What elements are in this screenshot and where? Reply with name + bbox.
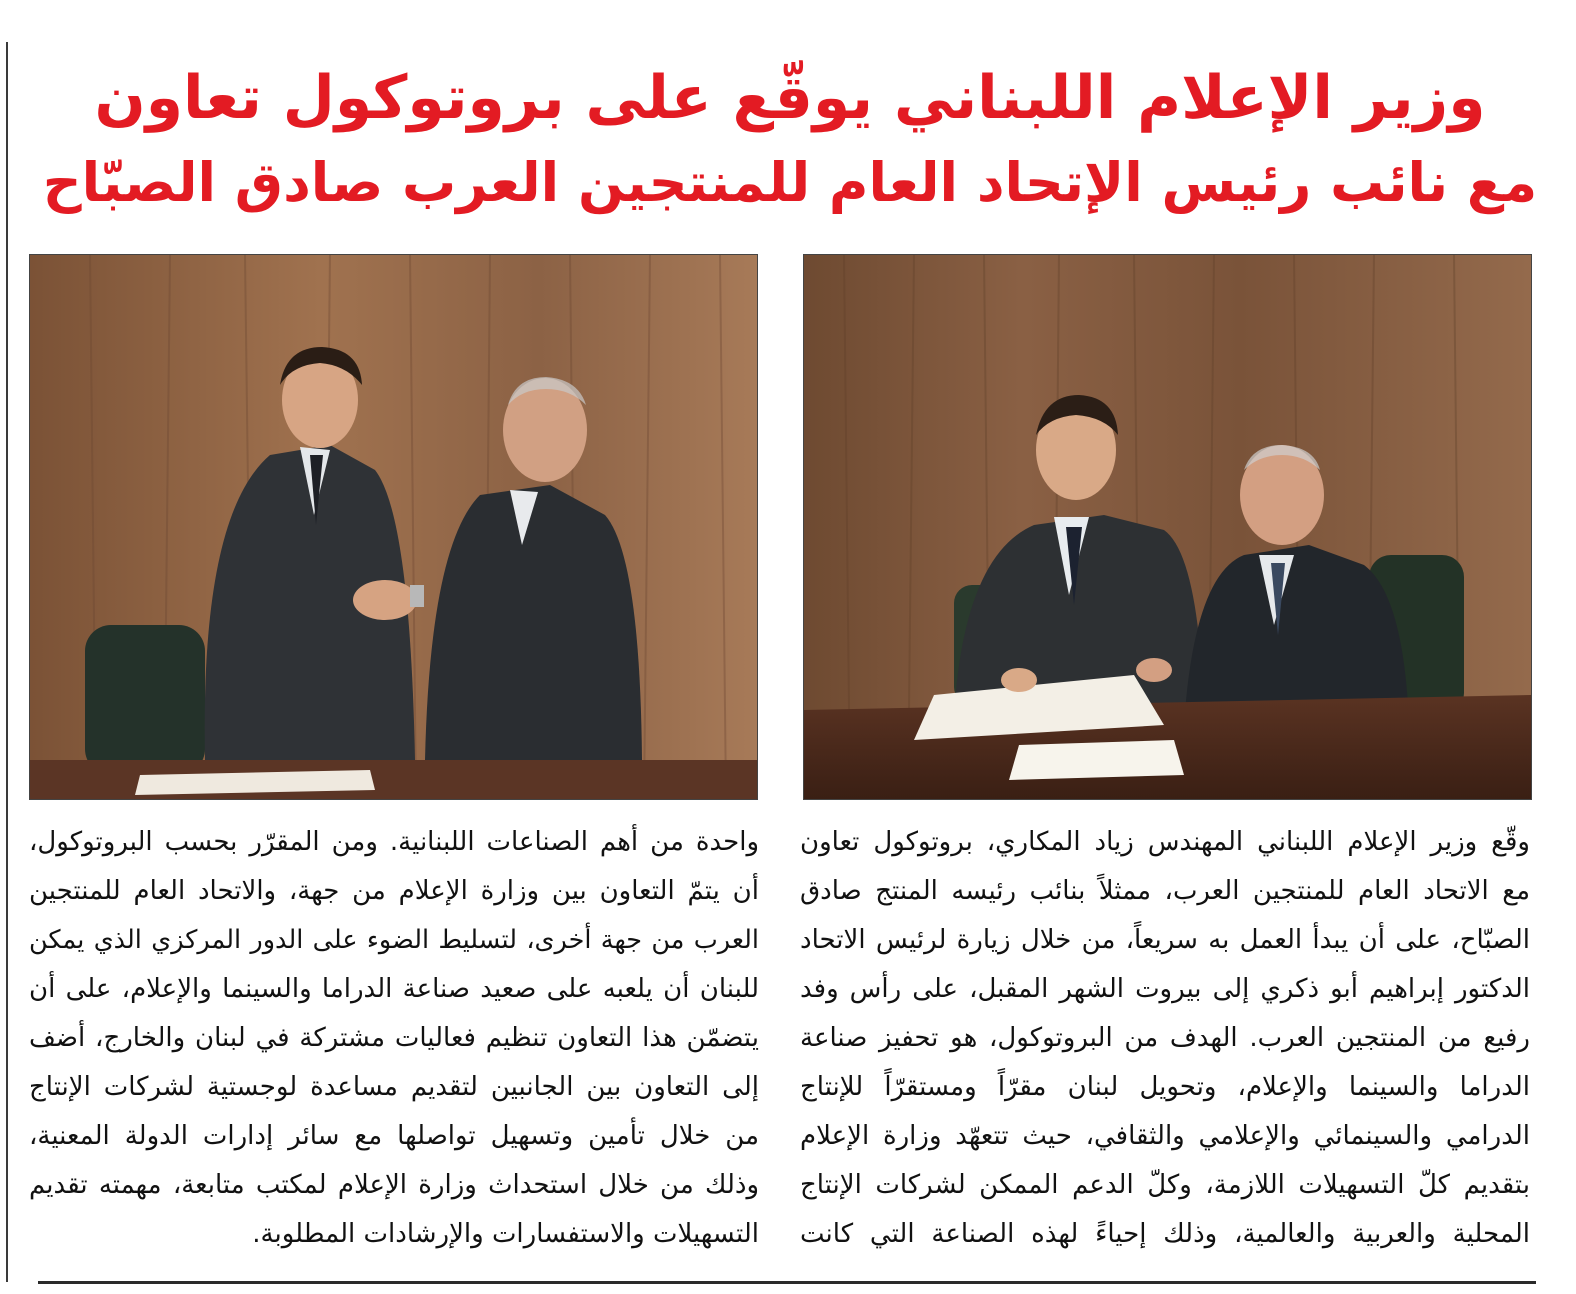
photo-handshake bbox=[29, 254, 758, 800]
article-column-right bbox=[800, 818, 1530, 1259]
article-line: يتضمّن هذا التعاون تنظيم فعاليات مشتركة في لبنان والخارج، أضف bbox=[29, 1023, 759, 1053]
article-column-left bbox=[29, 818, 759, 1259]
headline-line-1: وزير الإعلام اللبناني يوقّع على بروتوكول تعاون bbox=[94, 63, 1486, 133]
article-line: واحدة من أهم الصناعات اللبنانية. ومن المقرّر بحسب البروتوكول، bbox=[29, 827, 759, 857]
headline-line-2: مع نائب رئيس الإتحاد العام للمنتجين العرب صادق الصبّاح bbox=[42, 151, 1538, 214]
photo-signing bbox=[803, 254, 1532, 800]
article-line: الدراما والسينما والإعلام، وتحويل لبنان مقرّاً ومستقرّاً للإنتاج bbox=[800, 1072, 1530, 1102]
article-line: الصبّاح، على أن يبدأ العمل به سريعاً، من خلال زيارة لرئيس الاتحاد bbox=[800, 925, 1530, 955]
article-line: بتقديم كلّ التسهيلات اللازمة، وكلّ الدعم الممكن لشركات الإنتاج bbox=[800, 1170, 1530, 1200]
article-line: أن يتمّ التعاون بين وزارة الإعلام من جهة، والاتحاد العام للمنتجين bbox=[29, 876, 759, 906]
article-line: مع الاتحاد العام للمنتجين العرب، ممثلاً بنائب رئيسه المنتج صادق bbox=[800, 876, 1530, 906]
article-line: المحلية والعربية والعالمية، وذلك إحياءً لهذه الصناعة التي كانت bbox=[800, 1219, 1530, 1249]
article-line: وقّع وزير الإعلام اللبناني المهندس زياد المكاري، بروتوكول تعاون bbox=[800, 827, 1530, 857]
photo-signing-illustration bbox=[804, 255, 1531, 799]
bottom-rule bbox=[38, 1281, 1536, 1284]
article-line: الدرامي والسينمائي والإعلامي والثقافي، حيث تتعهّد وزارة الإعلام bbox=[800, 1121, 1530, 1151]
article-line: إلى التعاون بين الجانبين لتقديم مساعدة لوجستية لشركات الإنتاج bbox=[29, 1072, 759, 1102]
article-line: من خلال تأمين وتسهيل تواصلها مع سائر إدارات الدولة المعنية، bbox=[29, 1121, 759, 1151]
article-line: رفيع من المنتجين العرب. الهدف من البروتوكول، هو تحفيز صناعة bbox=[800, 1023, 1530, 1053]
article-line: للبنان أن يلعبه على صعيد صناعة الدراما والسينما والإعلام، على أن bbox=[29, 974, 759, 1004]
article-line: وذلك من خلال استحداث وزارة الإعلام لمكتب متابعة، مهمته تقديم bbox=[29, 1170, 759, 1200]
page-margin-rule bbox=[6, 42, 8, 1282]
article-line: التسهيلات والاستفسارات والإرشادات المطلوبة. bbox=[252, 1219, 759, 1249]
article-line: الدكتور إبراهيم أبو ذكري إلى بيروت الشهر المقبل، على رأس وفد bbox=[800, 974, 1530, 1004]
article-line: العرب من جهة أخرى، لتسليط الضوء على الدور المركزي الذي يمكن bbox=[29, 925, 759, 955]
photo-handshake-illustration bbox=[30, 255, 757, 799]
